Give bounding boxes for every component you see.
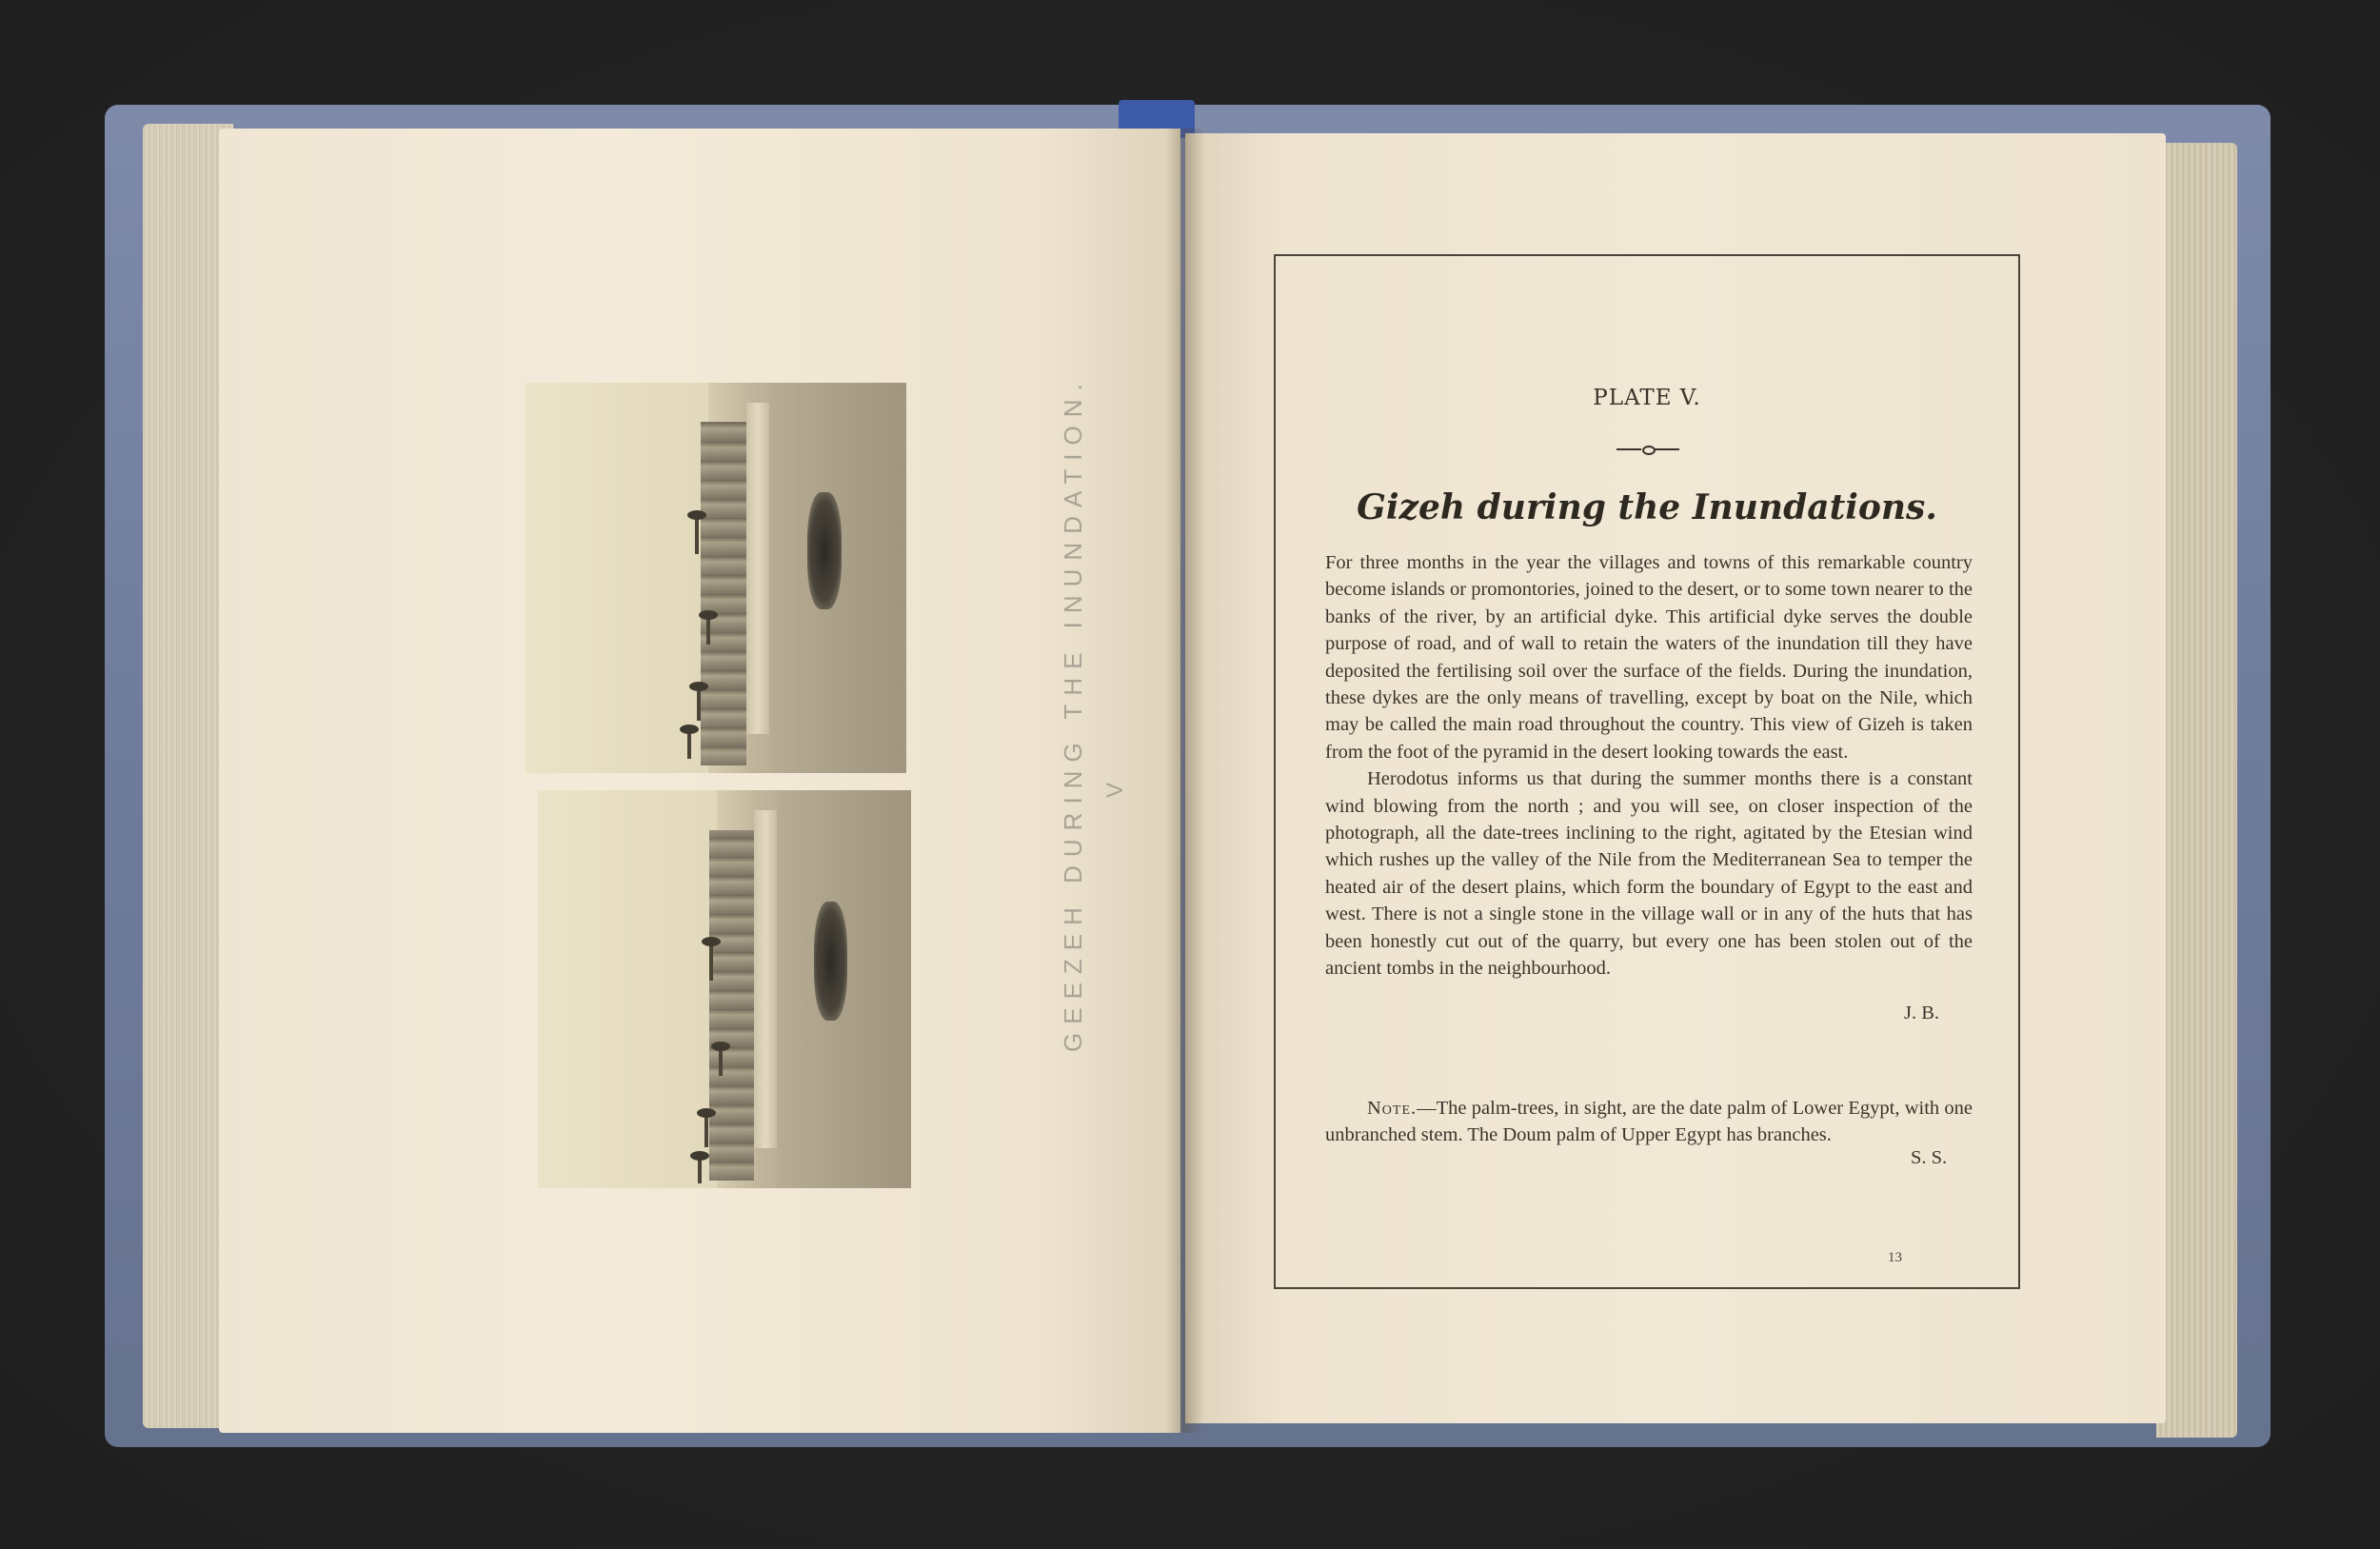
palm-tree — [698, 1157, 702, 1183]
photo-village — [701, 422, 746, 765]
plate-numeral-vertical: V — [1102, 782, 1128, 798]
paragraph-2: Herodotus informs us that during the summer months there is a constant wind blowing from the north ; and you will see, on closer inspection of the photograph, all the date-trees inclining to the right, agitated by the Etesian wind which rushes up the valley of the Nile from the Mediterranean Sea to temper the heated air of the desert plains, which form the boundary of Egypt to the east and west. There is not a single stone in the village wall or in any of the huts that has been honestly cut out of the quarry, but every one has been stolen out of the ancient tombs in the neighbourhood. — [1325, 768, 1973, 980]
palm-tree — [695, 516, 699, 554]
note-text: —The palm-trees, in sight, are the date palm of Lower Egypt, with one unbranched stem. The Doum palm of Upper Egypt has branches. — [1325, 1098, 1973, 1146]
signature-jb: J. B. — [1904, 1003, 1940, 1023]
signature-ss: S. S. — [1911, 1147, 1948, 1168]
ornament-line-left — [1616, 448, 1641, 450]
photo-rock — [807, 492, 842, 609]
note-lead: Note. — [1367, 1098, 1418, 1119]
stereo-photo-bottom — [538, 790, 911, 1188]
palm-tree — [709, 943, 713, 981]
plate-title: PLATE V. — [1593, 386, 1701, 410]
photo-rock — [814, 902, 847, 1021]
paragraph-1: For three months in the year the villages and towns of this remarkable country become islands or promontories, joined to the desert, or to some town nearer to the banks of the river, by an artificial dyke. This artificial dyke serves the double purpose of road, and of wall to retain the waters of the inundation till they have deposited the fertilising soil over the surface of the fields. During the inundation, these dykes are the only means of travelling, except by boat on the Nile, which may be called the main road throughout the country. This view of Gizeh is taken from the foot of the pyramid in the desert looking towards the east. — [1325, 552, 1973, 763]
palm-tree — [719, 1047, 723, 1076]
palm-tree — [706, 616, 710, 645]
plate-caption-vertical: GEEZEH DURING THE INUNDATION. — [1059, 375, 1087, 1052]
stereo-photo-top — [526, 383, 906, 773]
body-text — [1325, 549, 1973, 983]
photo-sky — [538, 790, 717, 1188]
photo-water — [754, 810, 777, 1148]
photo-village — [709, 830, 754, 1181]
photo-water — [746, 403, 769, 735]
page-number: 13 — [1888, 1250, 1902, 1265]
ornament-divider — [1616, 446, 1679, 453]
book-gutter — [1166, 129, 1204, 1433]
ornament-line-right — [1655, 448, 1679, 450]
left-page — [219, 129, 1180, 1433]
palm-tree — [687, 730, 691, 759]
palm-tree — [697, 687, 701, 721]
palm-tree — [704, 1114, 708, 1147]
section-heading: Gizeh during the Inundations. — [1357, 487, 1937, 527]
note-paragraph — [1325, 1095, 1973, 1149]
page-edges-right — [2156, 143, 2237, 1438]
ornament-center — [1642, 446, 1656, 455]
photo-sky — [526, 383, 708, 773]
